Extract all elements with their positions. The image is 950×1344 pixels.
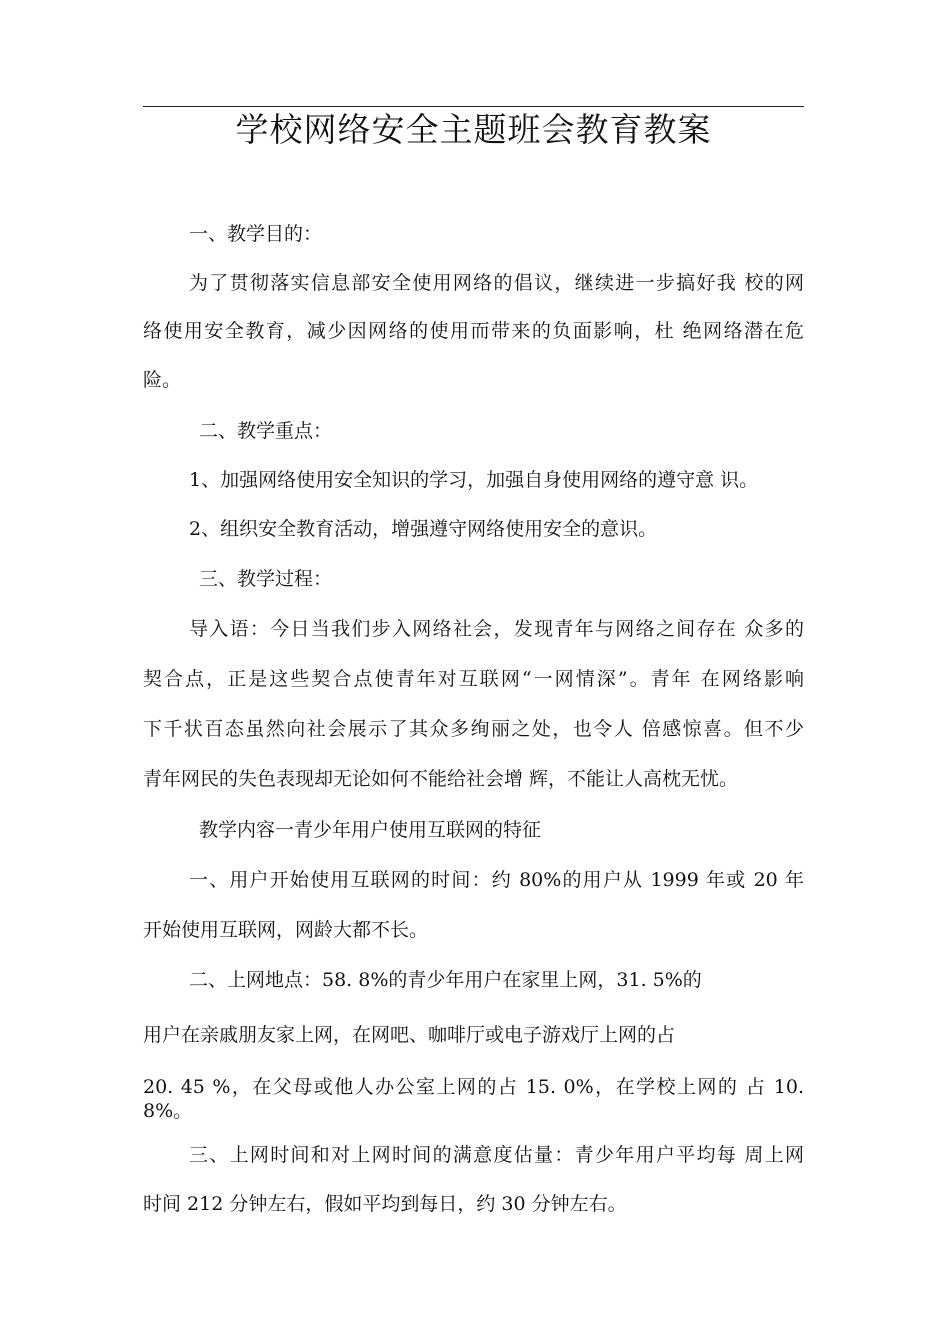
section-heading-key-points: 二、教学重点： bbox=[199, 420, 333, 442]
paragraph-line: 三、上网时间和对上网时间的满意度估量：青少年用户平均每 周上网 bbox=[189, 1144, 804, 1166]
list-item: 2、组织安全教育活动，增强遵守网络使用安全的意识。 bbox=[189, 518, 658, 540]
section-heading-process: 三、教学过程： bbox=[199, 568, 333, 590]
subsection-heading: 教学内容一青少年用户使用互联网的特征 bbox=[199, 819, 542, 841]
paragraph-line: 青年网民的失色表现却无论如何不能给社会增 辉，不能让人高枕无忧。 bbox=[143, 768, 739, 790]
paragraph-line: 下千状百态虽然向社会展示了其众多绚丽之处，也令人 倍感惊喜。但不少 bbox=[143, 718, 804, 740]
header-rule bbox=[143, 106, 804, 107]
paragraph-line: 开始使用互联网，网龄大都不长。 bbox=[143, 919, 429, 941]
paragraph-line: 险。 bbox=[143, 369, 182, 391]
paragraph-line: 时间 212 分钟左右，假如平均到每日，约 30 分钟左右。 bbox=[143, 1193, 627, 1215]
list-item: 1、加强网络使用安全知识的学习，加强自身使用网络的遵守意 识。 bbox=[189, 469, 759, 491]
paragraph-line: 契合点，正是这些契合点使青年对互联网“一网情深”。青年 在网络影响 bbox=[143, 668, 804, 690]
paragraph-line: 8%。 bbox=[143, 1100, 193, 1122]
paragraph-line: 为了贯彻落实信息部安全使用网络的倡议，继续进一步搞好我 校的网 bbox=[189, 272, 804, 294]
paragraph-line: 络使用安全教育，减少因网络的使用而带来的负面影响，杜 绝网络潜在危 bbox=[143, 320, 804, 342]
paragraph-line: 一、用户开始使用互联网的时间：约 80%的用户从 1999 年或 20 年 bbox=[189, 869, 804, 891]
paragraph-line: 20. 45 %，在父母或他人办公室上网的占 15. 0%，在学校上网的 占 10. bbox=[143, 1076, 804, 1098]
paragraph-line: 导入语：今日当我们步入网络社会，发现青年与网络之间存在 众多的 bbox=[189, 618, 804, 640]
section-heading-purpose: 一、教学目的： bbox=[189, 223, 323, 245]
paragraph-line: 二、上网地点：58. 8%的青少年用户在家里上网，31. 5%的 bbox=[189, 969, 702, 991]
paragraph-line: 用户在亲戚朋友家上网，在网吧、咖啡厅或电子游戏厅上网的占 bbox=[143, 1024, 676, 1046]
document-title: 学校网络安全主题班会教育教案 bbox=[235, 110, 712, 149]
